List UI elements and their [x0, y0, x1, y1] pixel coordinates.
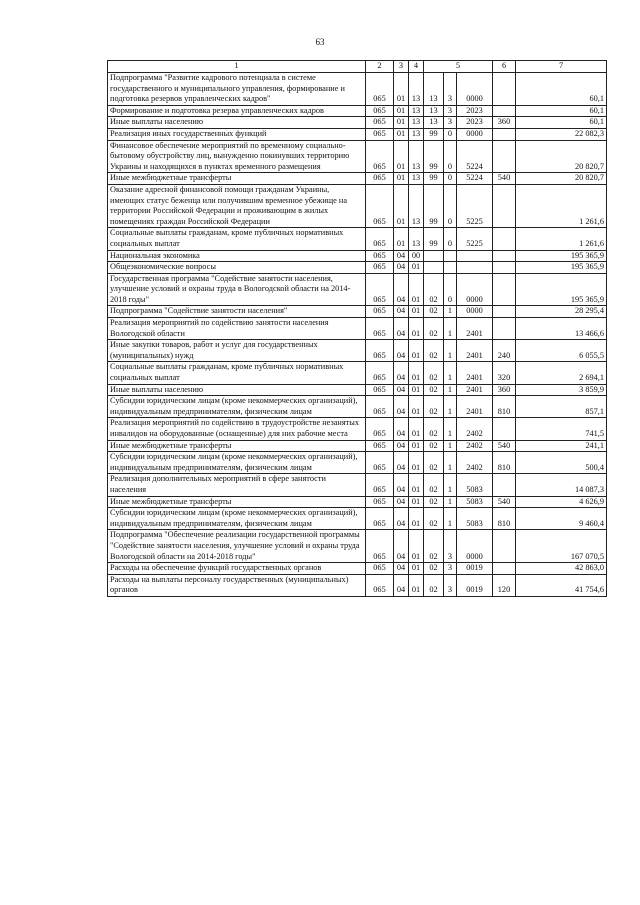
row-c3-cell: 01 — [394, 117, 409, 129]
table-row — [108, 306, 607, 318]
row-c5b-cell: 0 — [444, 184, 457, 227]
row-c5b-cell: 1 — [444, 418, 457, 440]
table-header-row — [108, 61, 607, 73]
row-c7-cell: 741,5 — [516, 418, 607, 440]
row-c2-cell: 065 — [366, 117, 394, 129]
row-c6-cell — [493, 318, 516, 340]
row-c2-cell: 065 — [366, 530, 394, 563]
row-c5a-cell: 02 — [424, 396, 444, 418]
row-c7-cell: 195 365,9 — [516, 262, 607, 274]
row-c6-cell: 320 — [493, 362, 516, 384]
row-c5b-cell: 0 — [444, 273, 457, 306]
row-c6-cell — [493, 140, 516, 173]
row-c6-cell — [493, 105, 516, 117]
row-c5b-cell: 1 — [444, 384, 457, 396]
row-name-cell: Иные межбюджетные трансферты — [108, 496, 366, 508]
row-c6-cell — [493, 262, 516, 274]
row-c3-cell: 04 — [394, 273, 409, 306]
row-c7-cell: 1 261,6 — [516, 184, 607, 227]
row-c2-cell: 065 — [366, 396, 394, 418]
row-c4-cell: 01 — [409, 273, 424, 306]
row-c5a-cell: 02 — [424, 273, 444, 306]
row-c5a-cell: 02 — [424, 306, 444, 318]
row-c7-cell: 20 820,7 — [516, 173, 607, 185]
row-name-cell: Подпрограмма "Развитие кадрового потенциала в системе государственного и муниципального управления, формирование и подготовка резервов управленческих кадров" — [108, 73, 366, 106]
row-c6-cell — [493, 228, 516, 250]
row-c3-cell: 01 — [394, 73, 409, 106]
row-c5b-cell: 0 — [444, 228, 457, 250]
table-row — [108, 318, 607, 340]
row-c3-cell: 01 — [394, 128, 409, 140]
row-c4-cell: 01 — [409, 452, 424, 474]
row-name-cell: Иные закупки товаров, работ и услуг для государственных (муниципальных) нужд — [108, 340, 366, 362]
header-col-3: 3 — [394, 61, 409, 73]
row-c6-cell — [493, 306, 516, 318]
row-c3-cell: 01 — [394, 140, 409, 173]
row-c5b-cell — [444, 262, 457, 274]
row-c6-cell — [493, 250, 516, 262]
row-c2-cell: 065 — [366, 496, 394, 508]
row-c5c-cell: 2402 — [457, 452, 493, 474]
row-c2-cell: 065 — [366, 452, 394, 474]
row-c5b-cell: 1 — [444, 362, 457, 384]
row-c7-cell: 60,1 — [516, 105, 607, 117]
table-row — [108, 340, 607, 362]
row-c2-cell: 065 — [366, 418, 394, 440]
row-c4-cell: 01 — [409, 418, 424, 440]
row-c5a-cell: 02 — [424, 496, 444, 508]
row-c3-cell: 04 — [394, 574, 409, 596]
row-c3-cell: 04 — [394, 250, 409, 262]
row-c5c-cell: 2023 — [457, 117, 493, 129]
row-c4-cell: 01 — [409, 262, 424, 274]
row-name-cell: Реализация мероприятий по содействию занятости населения Вологодской области — [108, 318, 366, 340]
row-c5c-cell: 2402 — [457, 440, 493, 452]
row-c5b-cell: 1 — [444, 396, 457, 418]
row-c6-cell — [493, 184, 516, 227]
table-row — [108, 273, 607, 306]
row-c6-cell: 540 — [493, 173, 516, 185]
row-name-cell: Социальные выплаты гражданам, кроме публичных нормативных социальных выплат — [108, 362, 366, 384]
row-c2-cell: 065 — [366, 318, 394, 340]
row-c5c-cell: 0019 — [457, 563, 493, 575]
row-c4-cell: 01 — [409, 440, 424, 452]
row-c6-cell — [493, 530, 516, 563]
row-c5a-cell — [424, 262, 444, 274]
row-name-cell: Оказание адресной финансовой помощи гражданам Украины, имеющих статус беженца или получившим временное убежище на территории Российской Федерации и проживающим в жилых помещениях граждан Российской Федерации — [108, 184, 366, 227]
row-c4-cell: 01 — [409, 384, 424, 396]
row-c6-cell: 360 — [493, 384, 516, 396]
row-c5a-cell: 13 — [424, 105, 444, 117]
row-c5b-cell: 3 — [444, 73, 457, 106]
row-c4-cell: 13 — [409, 184, 424, 227]
row-c4-cell: 13 — [409, 173, 424, 185]
row-c6-cell: 810 — [493, 452, 516, 474]
row-c2-cell: 065 — [366, 262, 394, 274]
row-c2-cell: 065 — [366, 362, 394, 384]
row-c5b-cell: 3 — [444, 117, 457, 129]
row-c6-cell: 120 — [493, 574, 516, 596]
row-c7-cell: 2 694,1 — [516, 362, 607, 384]
row-c5c-cell: 2402 — [457, 418, 493, 440]
row-c3-cell: 04 — [394, 452, 409, 474]
row-name-cell: Реализация дополнительных мероприятий в сфере занятости населения — [108, 474, 366, 496]
row-c5c-cell: 0000 — [457, 530, 493, 563]
header-col-7: 7 — [516, 61, 607, 73]
row-c7-cell: 42 863,0 — [516, 563, 607, 575]
row-name-cell: Иные межбюджетные трансферты — [108, 440, 366, 452]
table-row — [108, 250, 607, 262]
row-c4-cell: 13 — [409, 117, 424, 129]
row-c7-cell: 241,1 — [516, 440, 607, 452]
row-c4-cell: 01 — [409, 574, 424, 596]
row-c5a-cell: 02 — [424, 418, 444, 440]
row-c5a-cell — [424, 250, 444, 262]
header-col-2: 2 — [366, 61, 394, 73]
row-c6-cell — [493, 128, 516, 140]
row-c2-cell: 065 — [366, 228, 394, 250]
table-row — [108, 418, 607, 440]
table-row — [108, 474, 607, 496]
row-c2-cell: 065 — [366, 140, 394, 173]
row-c5c-cell: 2401 — [457, 318, 493, 340]
row-c4-cell: 01 — [409, 306, 424, 318]
row-c2-cell: 065 — [366, 508, 394, 530]
row-name-cell: Реализация мероприятий по содействию в трудоустройстве незанятых инвалидов на оборудованные (оснащенные) для них рабочие места — [108, 418, 366, 440]
budget-table — [107, 60, 607, 597]
row-c2-cell: 065 — [366, 273, 394, 306]
row-c2-cell: 065 — [366, 574, 394, 596]
row-name-cell: Государственная программа "Содействие занятости населения, улучшение условий и охраны труда в Вологодской области на 2014-2018 годы" — [108, 273, 366, 306]
row-c3-cell: 04 — [394, 318, 409, 340]
row-c4-cell: 13 — [409, 140, 424, 173]
row-c5c-cell: 0000 — [457, 73, 493, 106]
row-c5a-cell: 02 — [424, 384, 444, 396]
row-c3-cell: 01 — [394, 228, 409, 250]
row-c6-cell: 240 — [493, 340, 516, 362]
row-c5b-cell: 3 — [444, 105, 457, 117]
table-row — [108, 140, 607, 173]
row-c5a-cell: 02 — [424, 440, 444, 452]
row-c3-cell: 04 — [394, 340, 409, 362]
table-row — [108, 117, 607, 129]
row-c5b-cell: 3 — [444, 563, 457, 575]
row-c3-cell: 01 — [394, 173, 409, 185]
row-c3-cell: 04 — [394, 474, 409, 496]
header-col-5: 5 — [424, 61, 493, 73]
row-c3-cell: 01 — [394, 105, 409, 117]
row-c7-cell: 3 859,9 — [516, 384, 607, 396]
row-c5b-cell: 1 — [444, 508, 457, 530]
row-name-cell: Иные межбюджетные трансферты — [108, 173, 366, 185]
row-c3-cell: 04 — [394, 496, 409, 508]
row-c5a-cell: 13 — [424, 117, 444, 129]
row-c5b-cell: 1 — [444, 452, 457, 474]
header-col-6: 6 — [493, 61, 516, 73]
row-c5b-cell: 0 — [444, 173, 457, 185]
table-row — [108, 262, 607, 274]
table-body — [108, 73, 607, 597]
page-number: 63 — [315, 37, 325, 47]
row-c5a-cell: 02 — [424, 362, 444, 384]
row-c7-cell: 60,1 — [516, 117, 607, 129]
row-c5a-cell: 99 — [424, 128, 444, 140]
row-c5c-cell: 5083 — [457, 508, 493, 530]
row-c5c-cell: 2401 — [457, 340, 493, 362]
table-row — [108, 384, 607, 396]
row-c5c-cell: 0000 — [457, 306, 493, 318]
row-c3-cell: 04 — [394, 440, 409, 452]
row-c4-cell: 01 — [409, 474, 424, 496]
row-c5a-cell: 02 — [424, 508, 444, 530]
row-c7-cell: 60,1 — [516, 73, 607, 106]
row-c3-cell: 04 — [394, 396, 409, 418]
row-c7-cell: 500,4 — [516, 452, 607, 474]
row-c5a-cell: 13 — [424, 73, 444, 106]
row-c2-cell: 065 — [366, 250, 394, 262]
row-c5c-cell — [457, 262, 493, 274]
row-name-cell: Иные выплаты населению — [108, 117, 366, 129]
row-c6-cell: 540 — [493, 440, 516, 452]
row-name-cell: Подпрограмма "Содействие занятости населения" — [108, 306, 366, 318]
header-col-1: 1 — [108, 61, 366, 73]
row-c7-cell: 22 082,3 — [516, 128, 607, 140]
row-c5c-cell: 5224 — [457, 140, 493, 173]
row-c5c-cell: 5083 — [457, 496, 493, 508]
row-c5c-cell: 5083 — [457, 474, 493, 496]
row-c7-cell: 6 055,5 — [516, 340, 607, 362]
row-c5a-cell: 99 — [424, 140, 444, 173]
row-name-cell: Субсидии юридическим лицам (кроме некоммерческих организаций), индивидуальным предпринимателям, физическим лицам — [108, 452, 366, 474]
row-c7-cell: 1 261,6 — [516, 228, 607, 250]
row-c4-cell: 00 — [409, 250, 424, 262]
row-c5b-cell: 1 — [444, 340, 457, 362]
table-row — [108, 508, 607, 530]
row-c5a-cell: 02 — [424, 340, 444, 362]
table-row — [108, 440, 607, 452]
row-c7-cell: 195 365,9 — [516, 273, 607, 306]
row-c2-cell: 065 — [366, 384, 394, 396]
row-c7-cell: 14 087,3 — [516, 474, 607, 496]
row-c3-cell: 01 — [394, 184, 409, 227]
row-c2-cell: 065 — [366, 184, 394, 227]
row-c5b-cell — [444, 250, 457, 262]
table-row — [108, 452, 607, 474]
row-c2-cell: 065 — [366, 73, 394, 106]
table-row — [108, 496, 607, 508]
row-c4-cell: 01 — [409, 362, 424, 384]
row-c5c-cell: 5225 — [457, 184, 493, 227]
row-c5c-cell: 2401 — [457, 362, 493, 384]
table-row — [108, 574, 607, 596]
row-c5a-cell: 99 — [424, 173, 444, 185]
row-c2-cell: 065 — [366, 128, 394, 140]
row-c7-cell: 167 070,5 — [516, 530, 607, 563]
row-c3-cell: 04 — [394, 418, 409, 440]
row-c5b-cell: 1 — [444, 440, 457, 452]
row-c5b-cell: 1 — [444, 306, 457, 318]
row-name-cell: Общеэкономические вопросы — [108, 262, 366, 274]
row-c7-cell: 41 754,6 — [516, 574, 607, 596]
row-c5c-cell: 2401 — [457, 396, 493, 418]
row-c4-cell: 01 — [409, 396, 424, 418]
row-c5c-cell: 5224 — [457, 173, 493, 185]
row-name-cell: Национальная экономика — [108, 250, 366, 262]
row-c4-cell: 01 — [409, 530, 424, 563]
row-c3-cell: 04 — [394, 530, 409, 563]
row-c5b-cell: 0 — [444, 128, 457, 140]
row-c5b-cell: 3 — [444, 574, 457, 596]
table-row — [108, 228, 607, 250]
row-name-cell: Социальные выплаты гражданам, кроме публичных нормативных социальных выплат — [108, 228, 366, 250]
row-c6-cell — [493, 418, 516, 440]
row-c5c-cell: 2401 — [457, 384, 493, 396]
row-c5c-cell: 0000 — [457, 273, 493, 306]
row-c5a-cell: 02 — [424, 574, 444, 596]
row-c3-cell: 04 — [394, 306, 409, 318]
row-c4-cell: 01 — [409, 563, 424, 575]
row-c6-cell — [493, 563, 516, 575]
row-c5a-cell: 02 — [424, 530, 444, 563]
row-c6-cell — [493, 474, 516, 496]
row-c7-cell: 195 365,9 — [516, 250, 607, 262]
table-row — [108, 105, 607, 117]
row-c5b-cell: 1 — [444, 496, 457, 508]
row-c4-cell: 13 — [409, 73, 424, 106]
row-c4-cell: 01 — [409, 496, 424, 508]
row-name-cell: Расходы на обеспечение функций государственных органов — [108, 563, 366, 575]
row-c6-cell: 540 — [493, 496, 516, 508]
table-row — [108, 530, 607, 563]
row-c7-cell: 4 626,9 — [516, 496, 607, 508]
row-c3-cell: 04 — [394, 362, 409, 384]
row-name-cell: Реализация иных государственных функций — [108, 128, 366, 140]
row-c4-cell: 01 — [409, 508, 424, 530]
table-row — [108, 173, 607, 185]
row-c2-cell: 065 — [366, 306, 394, 318]
row-c3-cell: 04 — [394, 384, 409, 396]
table-row — [108, 563, 607, 575]
row-c7-cell: 28 295,4 — [516, 306, 607, 318]
row-name-cell: Расходы на выплаты персоналу государственных (муниципальных) органов — [108, 574, 366, 596]
row-c5b-cell: 3 — [444, 530, 457, 563]
row-c4-cell: 01 — [409, 340, 424, 362]
row-c5b-cell: 1 — [444, 318, 457, 340]
row-c5c-cell — [457, 250, 493, 262]
row-c4-cell: 13 — [409, 105, 424, 117]
table-row — [108, 184, 607, 227]
row-c2-cell: 065 — [366, 474, 394, 496]
row-c2-cell: 065 — [366, 440, 394, 452]
table-row — [108, 128, 607, 140]
row-name-cell: Иные выплаты населению — [108, 384, 366, 396]
row-c2-cell: 065 — [366, 340, 394, 362]
table-row — [108, 396, 607, 418]
row-name-cell: Субсидии юридическим лицам (кроме некоммерческих организаций), индивидуальным предпринимателям, физическим лицам — [108, 508, 366, 530]
row-name-cell: Субсидии юридическим лицам (кроме некоммерческих организаций), индивидуальным предпринимателям, физическим лицам — [108, 396, 366, 418]
row-c5c-cell: 0000 — [457, 128, 493, 140]
row-name-cell: Подпрограмма "Обеспечение реализации государственной программы "Содействие занятости населения, улучшение условий и охраны труда Вологодской области на 2014-2018 годы" — [108, 530, 366, 563]
row-c7-cell: 20 820,7 — [516, 140, 607, 173]
row-c5b-cell: 1 — [444, 474, 457, 496]
row-c5a-cell: 99 — [424, 184, 444, 227]
row-c3-cell: 04 — [394, 262, 409, 274]
row-c3-cell: 04 — [394, 563, 409, 575]
row-c5a-cell: 02 — [424, 452, 444, 474]
row-c5b-cell: 0 — [444, 140, 457, 173]
header-col-4: 4 — [409, 61, 424, 73]
row-c5a-cell: 02 — [424, 318, 444, 340]
row-c2-cell: 065 — [366, 105, 394, 117]
row-c5c-cell: 5225 — [457, 228, 493, 250]
row-c5c-cell: 2023 — [457, 105, 493, 117]
row-c6-cell — [493, 73, 516, 106]
row-c6-cell: 810 — [493, 396, 516, 418]
row-c2-cell: 065 — [366, 173, 394, 185]
row-c5a-cell: 02 — [424, 474, 444, 496]
row-c6-cell: 810 — [493, 508, 516, 530]
row-c6-cell — [493, 273, 516, 306]
row-c5a-cell: 02 — [424, 563, 444, 575]
row-c2-cell: 065 — [366, 563, 394, 575]
table-row — [108, 73, 607, 106]
row-c4-cell: 13 — [409, 128, 424, 140]
row-c4-cell: 01 — [409, 318, 424, 340]
row-name-cell: Финансовое обеспечение мероприятий по временному социально-бытовому обустройству лиц, вынужденно покинувших территорию Украины и находящихся в пунктах временного размещения — [108, 140, 366, 173]
row-name-cell: Формирование и подготовка резерва управленческих кадров — [108, 105, 366, 117]
row-c5a-cell: 99 — [424, 228, 444, 250]
row-c3-cell: 04 — [394, 508, 409, 530]
row-c6-cell: 360 — [493, 117, 516, 129]
row-c7-cell: 13 466,6 — [516, 318, 607, 340]
row-c5c-cell: 0019 — [457, 574, 493, 596]
row-c7-cell: 9 460,4 — [516, 508, 607, 530]
table-row — [108, 362, 607, 384]
row-c7-cell: 857,1 — [516, 396, 607, 418]
row-c4-cell: 13 — [409, 228, 424, 250]
